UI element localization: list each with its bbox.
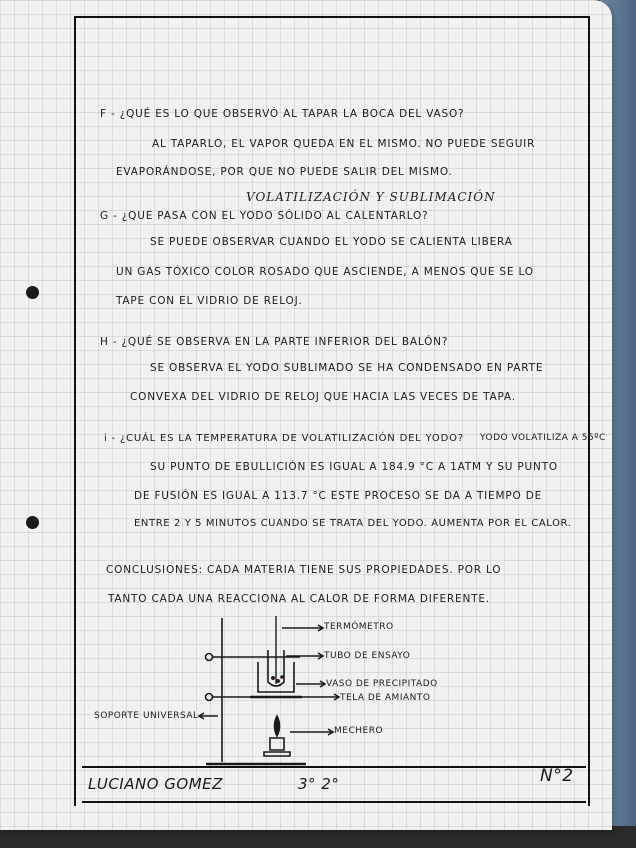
answer-g-line-3: TAPE CON EL VIDRIO DE RELOJ.	[116, 295, 303, 307]
ring-knob	[206, 694, 213, 701]
burner-flame	[275, 716, 280, 736]
question-h: H - ¿QUÉ SE OBSERVA EN LA PARTE INFERIOR DEL BALÓN?	[100, 336, 449, 348]
answer-h-line-1: SE OBSERVA EL YODO SUBLIMADO SE HA CONDENSADO EN PARTE	[150, 362, 544, 374]
iodine-crystal	[280, 675, 284, 679]
class-grade: 3° 2°	[298, 775, 340, 793]
section-heading: VOLATILIZACIÓN Y SUBLIMACIÓN	[246, 190, 496, 204]
label-gauze: TELA DE AMIANTO	[340, 693, 431, 703]
question-i: i - ¿CUÁL ES LA TEMPERATURA DE VOLATILIZACIÓN DEL YODO?	[104, 433, 464, 444]
label-thermometer: TERMÓMETRO	[324, 622, 394, 632]
conclusions-line-2: TANTO CADA UNA REACCIONA AL CALOR DE FORMA DIFERENTE.	[108, 593, 490, 605]
iodine-crystal	[271, 676, 275, 680]
label-beaker: VASO DE PRECIPITADO	[326, 679, 438, 689]
answer-h-line-2: CONVEXA DEL VIDRIO DE RELOJ QUE HACIA LAS VECES DE TAPA.	[130, 391, 516, 403]
answer-i-line-2: DE FUSIÓN ES IGUAL A 113.7 °C ESTE PROCESO SE DA A TIEMPO DE	[134, 490, 543, 502]
iodine-crystal	[276, 679, 280, 683]
answer-g-line-2: UN GAS TÓXICO COLOR ROSADO QUE ASCIENDE, A MENOS QUE SE LO	[116, 266, 534, 278]
burner-body	[270, 738, 284, 750]
conclusions-line-1: CONCLUSIONES: CADA MATERIA TIENE SUS PROPIEDADES. POR LO	[106, 564, 502, 576]
label-burner: MECHERO	[334, 726, 384, 736]
label-stand: SOPORTE UNIVERSAL	[94, 711, 199, 721]
clamp-knob-top	[206, 654, 213, 661]
label-test-tube: TUBO DE ENSAYO	[324, 651, 411, 661]
question-g: G - ¿QUE PASA CON EL YODO SÓLIDO AL CALENTARLO?	[100, 210, 429, 222]
student-name: LUCIANO GOMEZ	[88, 775, 223, 793]
answer-g-line-1: SE PUEDE OBSERVAR CUANDO EL YODO SE CALIENTA LIBERA	[150, 236, 513, 248]
question-f: F - ¿QUÉ ES LO QUE OBSERVÓ AL TAPAR LA BOCA DEL VASO?	[100, 108, 465, 120]
answer-i-line-1: SU PUNTO DE EBULLICIÓN ES IGUAL A 184.9 °C A 1ATM Y SU PUNTO	[150, 461, 558, 473]
burner-base	[264, 752, 290, 756]
answer-i-line-3: ENTRE 2 Y 5 MINUTOS CUANDO SE TRATA DEL YODO. AUMENTA POR EL CALOR.	[134, 518, 572, 529]
note-i: YODO VOLATILIZA A 55ºC	[480, 433, 606, 443]
answer-f-line-2: EVAPORÁNDOSE, POR QUE NO PUEDE SALIR DEL MISMO.	[116, 166, 453, 178]
answer-f-line-1: AL TAPARLO, EL VAPOR QUEDA EN EL MISMO. NO PUEDE SEGUIR	[152, 138, 536, 150]
page-number: N°2	[540, 766, 574, 786]
